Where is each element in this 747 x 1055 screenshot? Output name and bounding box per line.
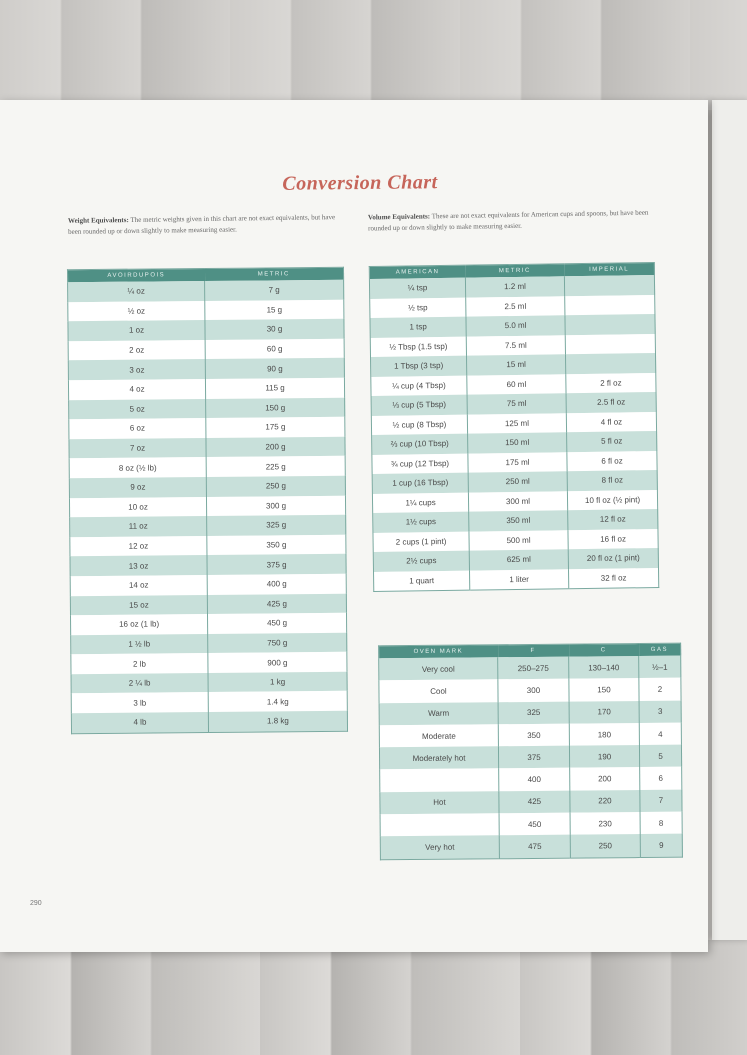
table-cell: 16 fl oz bbox=[568, 529, 658, 550]
table-cell: 15 ml bbox=[466, 354, 565, 375]
column-header: METRIC bbox=[204, 267, 343, 281]
table-cell: 750 g bbox=[208, 632, 347, 653]
table-cell: 14 oz bbox=[70, 575, 207, 596]
table-row bbox=[69, 417, 345, 439]
table-cell: 4 fl oz bbox=[566, 412, 656, 433]
table-cell: 60 g bbox=[205, 339, 344, 360]
column-header: METRIC bbox=[465, 264, 564, 278]
table-cell: ⅔ cup (10 Tbsp) bbox=[372, 434, 468, 455]
table-row bbox=[69, 437, 345, 459]
table-cell: 125 ml bbox=[467, 413, 566, 434]
table-cell: 2 fl oz bbox=[566, 373, 656, 394]
table-cell: 300 bbox=[498, 679, 569, 702]
table-cell: 2 cups (1 pint) bbox=[373, 531, 469, 552]
table-cell: 475 bbox=[499, 835, 570, 858]
table-row bbox=[70, 574, 346, 596]
table-cell: 625 ml bbox=[469, 549, 568, 570]
table-cell: ½ oz bbox=[68, 301, 205, 322]
table-row bbox=[68, 378, 344, 400]
table-cell: ½–1 bbox=[639, 656, 681, 679]
table-cell: 1 Tbsp (3 tsp) bbox=[371, 356, 467, 377]
table-cell: 90 g bbox=[205, 358, 344, 379]
table-row bbox=[379, 745, 681, 770]
table-cell: 7.5 ml bbox=[466, 335, 565, 356]
table-cell: 300 g bbox=[206, 495, 345, 516]
table-cell: 350 ml bbox=[469, 510, 568, 531]
table-row bbox=[379, 678, 681, 703]
table-cell: 2.5 fl oz bbox=[566, 392, 656, 413]
table-cell bbox=[565, 314, 655, 335]
table-cell: 900 g bbox=[208, 652, 347, 673]
table-row bbox=[68, 280, 344, 302]
table-row bbox=[68, 319, 344, 341]
page-title: Conversion Chart bbox=[282, 171, 438, 195]
table-cell: 10 oz bbox=[69, 497, 206, 518]
table-cell: 6 oz bbox=[69, 418, 206, 439]
table-cell: 375 bbox=[498, 746, 569, 769]
table-row bbox=[70, 554, 346, 576]
table-cell: 4 bbox=[639, 723, 681, 746]
table-cell bbox=[380, 769, 499, 792]
column-header: C bbox=[569, 644, 639, 657]
wood-background-bottom bbox=[0, 940, 747, 1055]
table-cell: 170 bbox=[569, 701, 639, 724]
table-cell: 190 bbox=[569, 745, 639, 768]
table-cell: 60 ml bbox=[467, 374, 566, 395]
table-cell: 10 fl oz (½ pint) bbox=[567, 490, 657, 511]
table-cell: 1 quart bbox=[374, 570, 470, 591]
table-cell: ⅓ cup (5 Tbsp) bbox=[371, 395, 467, 416]
table-row bbox=[380, 789, 682, 814]
weight-equivalents-table bbox=[67, 267, 348, 734]
table-row bbox=[71, 691, 347, 713]
table-cell bbox=[565, 353, 655, 374]
volume-intro-text: These are not exact equivalents for American cups and spoons, but have been rounded up or down slightly to make measuring easier. bbox=[368, 208, 649, 233]
table-cell: 5 bbox=[639, 745, 681, 768]
table-cell: 150 bbox=[569, 678, 639, 701]
table-cell: ¼ cup (4 Tbsp) bbox=[371, 375, 467, 396]
table-cell: 150 ml bbox=[468, 432, 567, 453]
table-cell: ½ cup (8 Tbsp) bbox=[371, 414, 467, 435]
table-cell bbox=[565, 295, 655, 316]
table-row bbox=[69, 476, 345, 498]
table-cell: 32 fl oz bbox=[568, 567, 658, 588]
table-row bbox=[71, 632, 347, 654]
table-row bbox=[68, 299, 344, 321]
table-cell: 180 bbox=[569, 723, 639, 746]
volume-intro-label: Volume Equivalents: bbox=[367, 212, 431, 222]
oven-temperature-table bbox=[378, 643, 683, 860]
table-cell: 450 g bbox=[207, 613, 346, 634]
table-cell: 400 g bbox=[207, 574, 346, 595]
table-cell: 1 ½ lb bbox=[71, 634, 208, 655]
weight-intro-label: Weight Equivalents: bbox=[67, 216, 129, 225]
table-cell: 3 bbox=[639, 700, 681, 723]
table-cell: Moderate bbox=[379, 724, 498, 747]
table-cell: 16 oz (1 lb) bbox=[70, 614, 207, 635]
table-cell: 1 cup (16 Tbsp) bbox=[372, 473, 468, 494]
table-cell: 175 ml bbox=[468, 452, 567, 473]
table-cell: 300 ml bbox=[468, 491, 567, 512]
table-cell: ¾ cup (12 Tbsp) bbox=[372, 453, 468, 474]
table-cell: 250 bbox=[570, 834, 640, 857]
table-cell: 450 bbox=[499, 813, 570, 836]
table-cell: 130–140 bbox=[569, 656, 639, 679]
table-cell: 425 g bbox=[207, 593, 346, 614]
table-cell: 350 bbox=[498, 724, 569, 747]
table-cell: 3 lb bbox=[71, 692, 208, 713]
table-cell: 7 oz bbox=[69, 438, 206, 459]
table-cell: 4 lb bbox=[71, 712, 208, 733]
table-cell: 30 g bbox=[205, 319, 344, 340]
table-cell: 8 bbox=[640, 812, 682, 835]
table-cell: 2.5 ml bbox=[466, 296, 565, 317]
table-cell: 9 oz bbox=[69, 477, 206, 498]
table-cell: 325 bbox=[498, 701, 569, 724]
table-cell: 250–275 bbox=[498, 657, 569, 680]
table-cell bbox=[564, 275, 654, 296]
table-cell: 1¼ cups bbox=[372, 492, 468, 513]
column-header: AMERICAN bbox=[369, 265, 465, 279]
table-cell: 1.4 kg bbox=[208, 691, 347, 712]
table-cell: ½ tsp bbox=[370, 297, 466, 318]
table-cell: Warm bbox=[379, 702, 498, 725]
table-cell: 12 fl oz bbox=[568, 509, 658, 530]
table-cell: 7 bbox=[640, 789, 682, 812]
column-header: OVEN MARK bbox=[379, 645, 498, 659]
table-cell: 15 oz bbox=[70, 595, 207, 616]
weight-intro-text: The metric weights given in this chart are not exact equivalents, but have been rounded up or down slightly to make measuring easier. bbox=[68, 213, 336, 236]
table-cell: 1 kg bbox=[208, 672, 347, 693]
table-row bbox=[379, 656, 681, 681]
table-cell: 13 oz bbox=[70, 555, 207, 576]
table-cell bbox=[565, 334, 655, 355]
column-header: IMPERIAL bbox=[564, 263, 654, 277]
facing-page-edge bbox=[712, 100, 747, 940]
column-header: GAS bbox=[639, 643, 681, 656]
table-cell: 8 oz (½ lb) bbox=[69, 457, 206, 478]
table-cell: 4 oz bbox=[68, 379, 205, 400]
table-cell: 225 g bbox=[206, 456, 345, 477]
table-cell: 1 oz bbox=[68, 320, 205, 341]
table-row bbox=[68, 339, 344, 361]
volume-equivalents-table bbox=[369, 262, 660, 592]
table-row bbox=[70, 613, 346, 635]
table-cell: 2 bbox=[639, 678, 681, 701]
table-row bbox=[71, 711, 347, 734]
table-cell: 375 g bbox=[207, 554, 346, 575]
table-cell: ¼ oz bbox=[68, 281, 205, 302]
table-cell: 5.0 ml bbox=[466, 315, 565, 336]
table-row bbox=[69, 397, 345, 419]
table-row bbox=[69, 456, 345, 478]
table-cell: 1.2 ml bbox=[465, 276, 564, 297]
table-cell: 400 bbox=[499, 768, 570, 791]
column-header: AVOIRDUPOIS bbox=[67, 269, 204, 283]
table-row bbox=[71, 672, 347, 694]
table-cell: 15 g bbox=[205, 299, 344, 320]
table-row bbox=[379, 723, 681, 748]
table-cell: 6 bbox=[640, 767, 682, 790]
table-cell: 8 fl oz bbox=[567, 470, 657, 491]
table-cell: 12 oz bbox=[70, 536, 207, 557]
table-row bbox=[380, 767, 682, 792]
table-row bbox=[70, 593, 346, 615]
table-cell: 250 ml bbox=[468, 471, 567, 492]
table-cell: 2 oz bbox=[68, 340, 205, 361]
table-cell: Hot bbox=[380, 791, 499, 814]
table-cell: 1 tsp bbox=[370, 317, 466, 338]
table-cell: ½ Tbsp (1.5 tsp) bbox=[370, 336, 466, 357]
table-cell: 115 g bbox=[205, 378, 344, 399]
table-cell: Very hot bbox=[380, 836, 499, 860]
table-cell: 2 ¼ lb bbox=[71, 673, 208, 694]
table-cell: 220 bbox=[570, 790, 640, 813]
table-row bbox=[71, 652, 347, 674]
table-cell: 200 g bbox=[206, 437, 345, 458]
table-cell: 350 g bbox=[207, 535, 346, 556]
table-row bbox=[70, 515, 346, 537]
wood-background-top bbox=[0, 0, 747, 110]
table-row bbox=[374, 567, 659, 591]
column-header: F bbox=[498, 644, 569, 657]
table-cell: 2 lb bbox=[71, 653, 208, 674]
table-cell: 3 oz bbox=[68, 359, 205, 380]
table-row bbox=[380, 812, 682, 837]
table-row bbox=[379, 700, 681, 725]
table-cell: 11 oz bbox=[70, 516, 207, 537]
table-cell: 7 g bbox=[205, 280, 344, 301]
table-cell: 75 ml bbox=[467, 393, 566, 414]
table-cell: Moderately hot bbox=[379, 746, 498, 769]
table-cell bbox=[380, 813, 499, 836]
table-cell: 230 bbox=[570, 812, 640, 835]
table-cell: 2½ cups bbox=[373, 551, 469, 572]
table-row bbox=[380, 834, 682, 859]
table-cell: 325 g bbox=[207, 515, 346, 536]
table-cell: 20 fl oz (1 pint) bbox=[568, 548, 658, 569]
table-cell: 5 fl oz bbox=[567, 431, 657, 452]
table-cell: 5 oz bbox=[69, 399, 206, 420]
page-number: 290 bbox=[30, 900, 42, 907]
table-cell: 6 fl oz bbox=[567, 451, 657, 472]
table-cell: 9 bbox=[640, 834, 682, 857]
table-cell: 1.8 kg bbox=[208, 711, 347, 732]
table-cell: 1 liter bbox=[469, 569, 568, 590]
table-cell: 200 bbox=[570, 768, 640, 791]
weight-intro bbox=[68, 212, 338, 238]
table-cell: 425 bbox=[499, 790, 570, 813]
table-row bbox=[68, 358, 344, 380]
table-row bbox=[70, 535, 346, 557]
table-cell: 150 g bbox=[206, 397, 345, 418]
table-cell: 175 g bbox=[206, 417, 345, 438]
table-cell: 250 g bbox=[206, 476, 345, 497]
table-cell: ¼ tsp bbox=[369, 278, 465, 299]
table-row bbox=[69, 495, 345, 517]
table-cell: Very cool bbox=[379, 657, 498, 680]
table-cell: Cool bbox=[379, 680, 498, 703]
table-cell: 1½ cups bbox=[373, 512, 469, 533]
table-cell: 500 ml bbox=[469, 530, 568, 551]
